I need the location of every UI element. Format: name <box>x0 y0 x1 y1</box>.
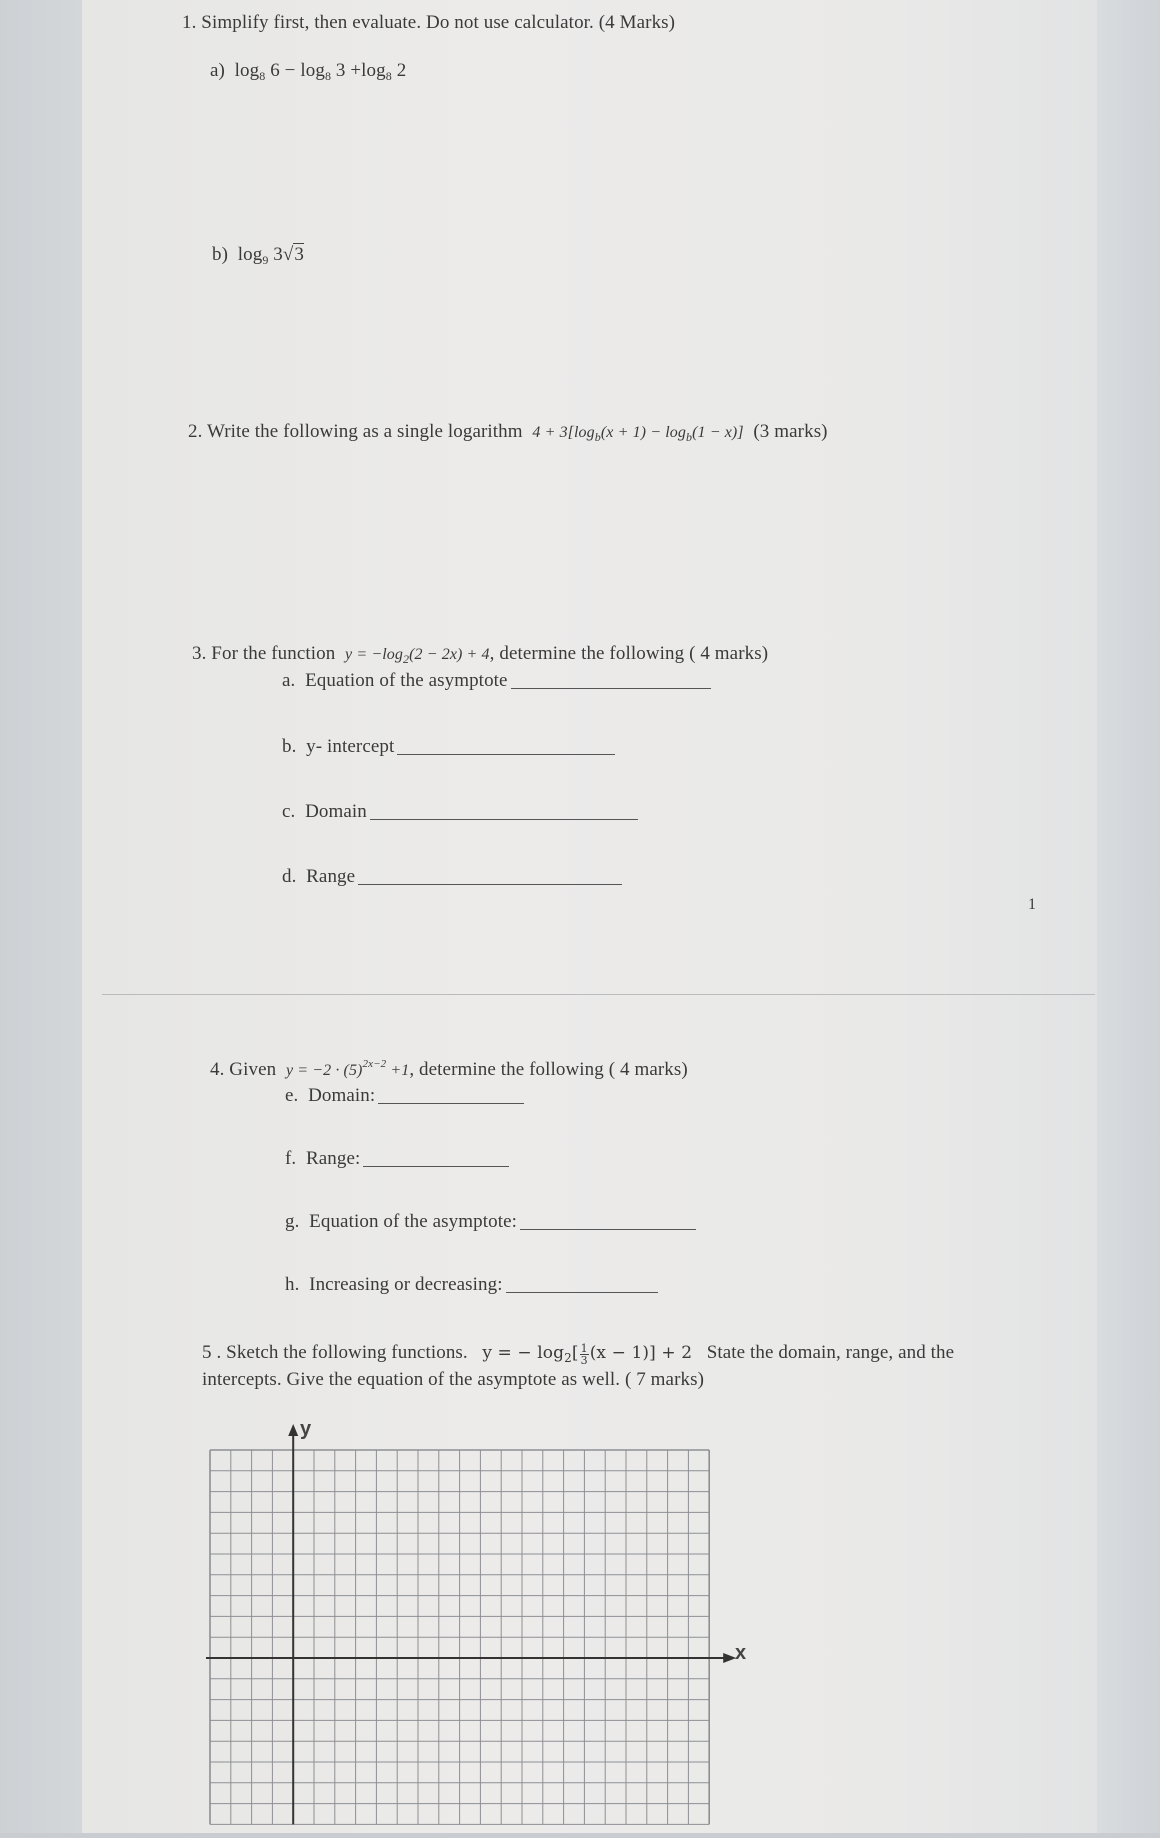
q1b-radicand: 3 <box>294 244 305 265</box>
q4-exponent: 2x−2 <box>362 1058 387 1070</box>
background-right <box>1097 0 1160 1833</box>
q1b-base: 9 <box>262 253 269 267</box>
q5-frac-den: 3 <box>580 1354 588 1367</box>
q3c-answer-blank[interactable] <box>370 801 638 820</box>
q5-eq3: (x − 1)] + 2 <box>589 1343 693 1363</box>
q3c-label: c. <box>282 801 296 822</box>
q3a-text: Equation of the asymptote <box>305 670 508 691</box>
q4-title <box>210 1058 688 1081</box>
q2-base2: b <box>685 430 693 444</box>
q1a-base2: 8 <box>324 69 332 83</box>
grid-svg[interactable] <box>206 1422 756 1833</box>
q3-item-a <box>282 670 711 692</box>
q2 <box>188 421 828 445</box>
q3a-answer-blank[interactable] <box>511 670 711 689</box>
q3-item-c <box>282 801 638 823</box>
q4g-text: Equation of the asymptote: <box>309 1211 518 1232</box>
q5-title <box>202 1342 954 1366</box>
q4f-text: Range: <box>305 1148 361 1169</box>
q1a-base3: 8 <box>385 69 392 83</box>
q3b-label: b. <box>282 736 297 757</box>
q4-eq1: y = −2 · (5) <box>285 1062 363 1079</box>
q1a-log3: log <box>361 60 386 81</box>
q3-item-d <box>282 866 622 888</box>
q3a-label: a. <box>282 670 296 691</box>
q3-eq1: y = −log <box>345 646 403 663</box>
q3b-answer-blank[interactable] <box>397 736 615 755</box>
graph-grid[interactable] <box>206 1422 756 1838</box>
q4-item-h <box>285 1274 658 1296</box>
q3-title <box>192 643 768 667</box>
q5-suffix: State the domain, range, and the <box>706 1342 955 1363</box>
q5-frac-num: 1 <box>580 1342 588 1355</box>
q5-eq1: y = − log <box>482 1343 565 1363</box>
q1b-label: b) <box>212 244 229 265</box>
y-axis-arrow <box>288 1424 298 1436</box>
x-axis-label: x <box>735 1642 747 1664</box>
q3d-text: Range <box>306 866 356 887</box>
q4e-text: Domain: <box>308 1085 376 1106</box>
page-divider <box>102 994 1095 995</box>
q1a-arg1: 6 − <box>265 60 301 81</box>
q4f-answer-blank[interactable] <box>363 1148 509 1167</box>
q4-item-g <box>285 1211 696 1233</box>
q1-part-b <box>212 244 304 268</box>
q1a-label: a) <box>210 60 225 81</box>
q3-item-b <box>282 736 615 758</box>
q4-prefix: 4. Given <box>210 1059 277 1080</box>
q2-base1: b <box>594 430 601 444</box>
q4e-answer-blank[interactable] <box>378 1085 524 1104</box>
q1a-log2: log <box>300 60 325 81</box>
q1b-log: log <box>237 244 263 265</box>
q1a-arg3: 2 <box>391 60 407 81</box>
q2-mid2: (1 − x)] <box>692 424 744 441</box>
q2-expr-start: 4 + 3[log <box>532 424 595 441</box>
q4g-answer-blank[interactable] <box>520 1211 696 1230</box>
q4h-label: h. <box>285 1274 300 1295</box>
q1b-coef: 3√ <box>268 244 294 265</box>
q2-mid1: (x + 1) − log <box>600 424 686 441</box>
page-number: 1 <box>1028 896 1037 913</box>
q5-line2: intercepts. Give the equation of the asymptote as well. ( 7 marks) <box>202 1369 705 1390</box>
q3d-label: d. <box>282 866 297 887</box>
q5-base: 2 <box>564 1351 572 1365</box>
q4-eq2: +1 <box>386 1062 410 1079</box>
q4g-label: g. <box>285 1211 300 1232</box>
q2-marks: (3 marks) <box>753 421 828 442</box>
q3-suffix: , determine the following ( 4 marks) <box>489 643 769 664</box>
q1-title: 1. Simplify first, then evaluate. Do not use calculator. (4 Marks) <box>182 12 676 33</box>
q5-prefix: 5 . Sketch the following functions. <box>202 1342 468 1363</box>
q1-part-a <box>210 60 406 84</box>
q3c-text: Domain <box>305 801 367 822</box>
q2-expression <box>532 424 744 444</box>
q5-equation <box>482 1342 693 1367</box>
q4h-text: Increasing or decreasing: <box>309 1274 503 1295</box>
q4-item-f <box>285 1148 509 1170</box>
background-left <box>0 0 82 1833</box>
q3b-text: y- intercept <box>306 736 395 757</box>
q1a-log1: log <box>234 60 260 81</box>
y-axis-label: y <box>300 1418 312 1440</box>
q4-suffix: , determine the following ( 4 marks) <box>409 1059 688 1080</box>
q4e-label: e. <box>285 1085 299 1106</box>
q3d-answer-blank[interactable] <box>358 866 622 885</box>
q3-equation <box>345 646 490 666</box>
q4-equation <box>285 1058 410 1079</box>
q3-base: 2 <box>402 652 410 666</box>
q3-prefix: 3. For the function <box>192 643 336 664</box>
q2-prefix: 2. Write the following as a single logarithm <box>188 421 523 442</box>
q4f-label: f. <box>285 1148 297 1169</box>
q4h-answer-blank[interactable] <box>506 1274 658 1293</box>
q1a-base1: 8 <box>259 69 266 83</box>
q3-eq2: (2 − 2x) + 4 <box>409 646 490 663</box>
q5-fraction <box>580 1343 589 1366</box>
q5-eq2: [ <box>571 1343 579 1363</box>
q1a-arg2: 3 + <box>331 60 362 81</box>
q4-item-e <box>285 1085 524 1107</box>
